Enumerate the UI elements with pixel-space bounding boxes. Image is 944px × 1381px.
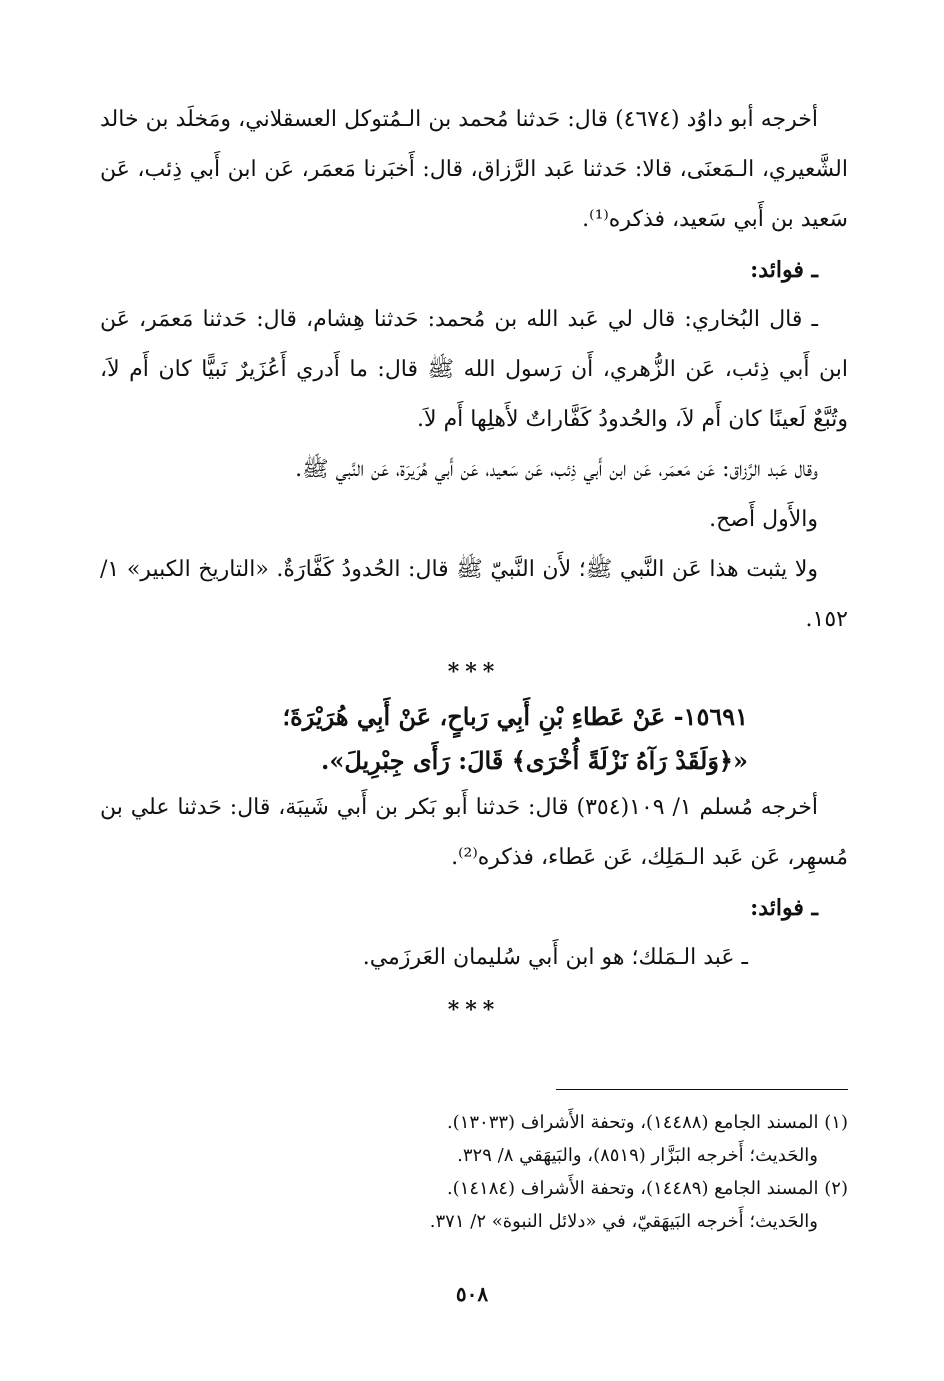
abdulmalik-note: ـ عَبد الـمَلك؛ هو ابن أَبي سُليمان العَرزَمي. bbox=[362, 945, 748, 970]
bukhari-paragraph: ـ قال البُخاري: قال لي عَبد الله بن مُحمد: حَدثنا هِشام، قال: حَدثنا مَعمَر، عَن ابن أَبي ذِئب، عَن الزُّهري، أَن رَسول الله ﷺ قال: ما أَدري أَعُزَيرٌ نَبيًّا كان أَم لاَ، وتُبَّعٌ لَعينًا كان أَم لاَ، والحُدودُ كَفَّاراتٌ لأَهلِها أَم لاَ. bbox=[100, 307, 848, 432]
footnote-divider bbox=[556, 1089, 848, 1090]
abdurrazzaq-paragraph: وقال عَبد الرَّزاق: عَن مَعمَر، عَن ابن أَبي ذِئب، عَن سَعيد، عَن أَبي هُرَيرَة، عَن النَّبي ﷺ. bbox=[295, 457, 818, 482]
fawaid-heading-2: ـ فوائد: bbox=[750, 895, 818, 921]
hadith-line-2: «﴿وَلَقَدْ رَآهُ نَزْلَةً أُخْرَى﴾ قَالَ: رَأَى جِبْرِيلَ». bbox=[320, 746, 748, 775]
page-body bbox=[100, 95, 848, 1033]
takhrij-paragraph-1: أخرجه أبو داوُد (٤٦٧٤) قال: حَدثنا مُحمد بن الـمُتوكل العسقلاني، ومَخلَد بن خالد الشَّعيري، الـمَعنَى، قالا: حَدثنا عَبد الرَّزاق، قال: أَخبَرنا مَعمَر، عَن ابن أَبي ذِئب، عَن سَعيد بن أَبي سَعيد، فذكره⁽¹⁾. bbox=[100, 107, 848, 232]
footnotes bbox=[100, 1106, 848, 1238]
asahh-paragraph: والأَول أَصح. bbox=[709, 507, 818, 532]
footnote-2-continued: والحَديث؛ أَخرجه البَيهَقيّ، في «دلائل النبوة» ٢/ ٣٧١. bbox=[429, 1211, 818, 1232]
page-number: ٥٠٨ bbox=[455, 1282, 489, 1306]
footnote-2: (٢) المسند الجامع (١٤٤٨٩)، وتحفة الأَشراف (١٤١٨٤). bbox=[446, 1178, 848, 1199]
separator-stars-2: *** bbox=[447, 997, 501, 1023]
hadith-line-1: ١٥٦٩١- عَنْ عَطاءِ بْنِ أَبِي رَباحٍ، عَنْ أَبِي هُرَيْرَةَ؛ bbox=[282, 702, 748, 731]
footnote-1: (١) المسند الجامع (١٤٤٨٨)، وتحفة الأَشراف (١٣٠٣٣). bbox=[446, 1112, 848, 1133]
separator-stars-1: *** bbox=[447, 659, 501, 685]
fawaid-heading-1: ـ فوائد: bbox=[750, 257, 818, 283]
takhrij-paragraph-2: أخرجه مُسلم ١/ ١٠٩(٣٥٤) قال: حَدثنا أَبو بَكر بن أَبي شَيبَة، قال: حَدثنا علي بن مُسهِر، عَن عَبد الـمَلِك، عَن عَطاء، فذكره⁽²⁾. bbox=[100, 795, 848, 870]
tarikh-paragraph: ولا يثبت هذا عَن النَّبي ﷺ؛ لأَن النَّبيّ ﷺ قال: الحُدودُ كَفَّارَةٌ. «التاريخ الكبير» ١/ ١٥٢. bbox=[100, 557, 848, 632]
footnote-1-continued: والحَديث؛ أَخرجه البَزَّار (٨٥١٩)، والبَيهَقي ٨/ ٣٢٩. bbox=[457, 1145, 818, 1166]
